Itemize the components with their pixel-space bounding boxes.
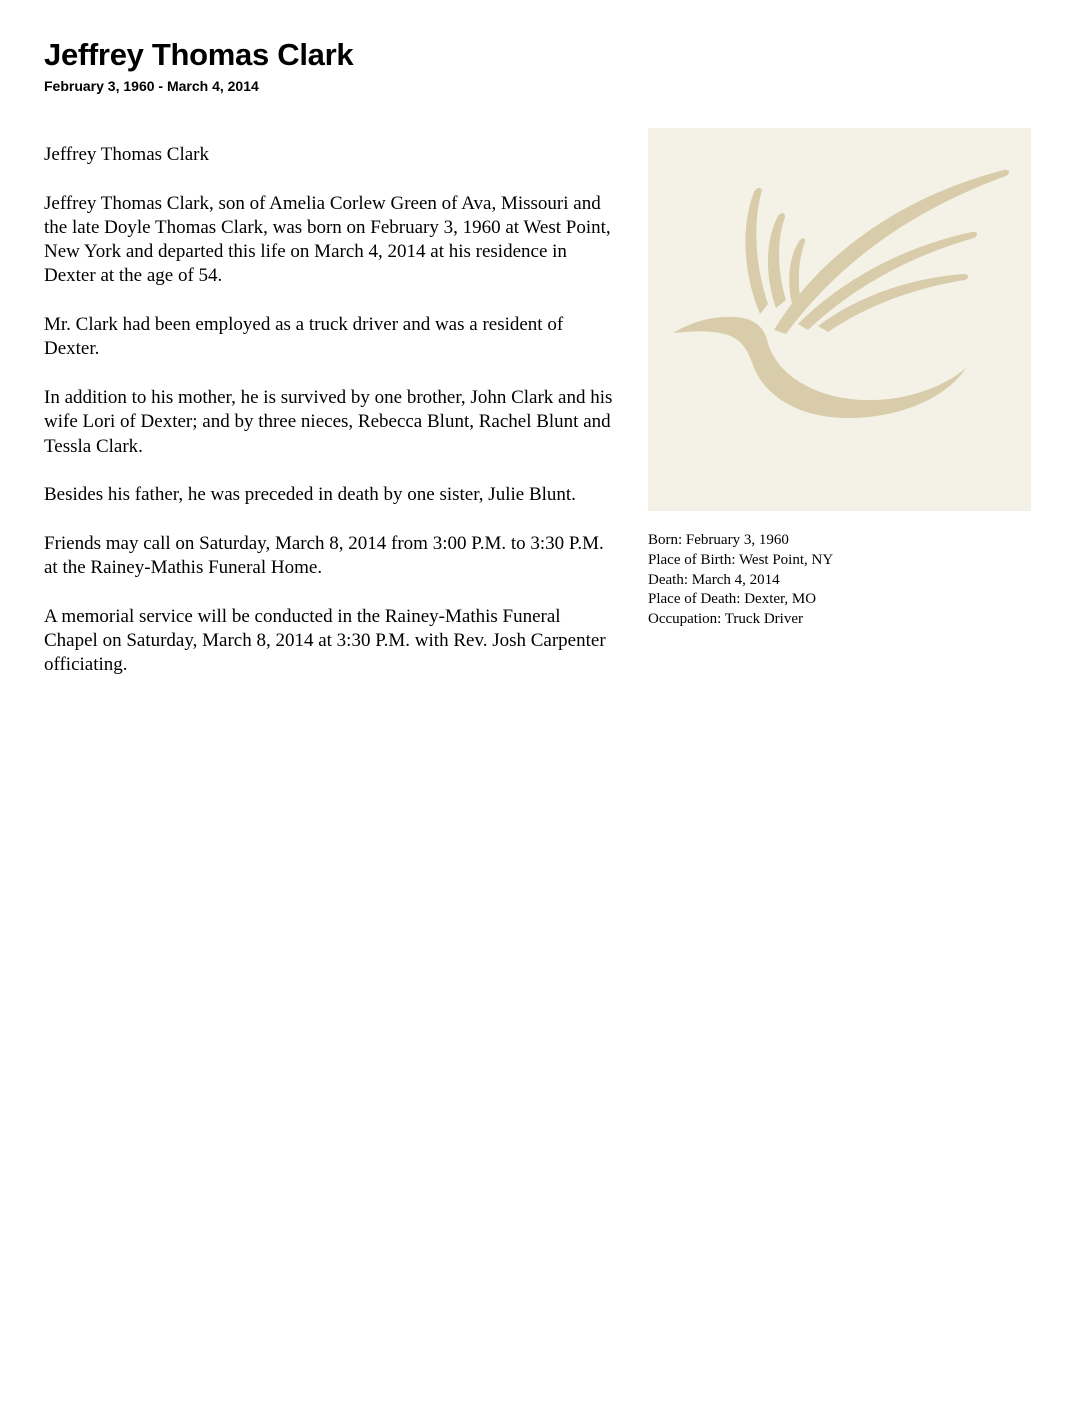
obituary-header	[44, 36, 644, 95]
obituary-facts	[648, 531, 1031, 630]
obituary-paragraph: Jeffrey Thomas Clark	[44, 144, 209, 165]
obituary-paragraph: A memorial service will be conducted in the Rainey-Mathis Funeral Chapel on Saturday, March 8, 2014 at 3:30 P.M. with Rev. Josh Carpenter officiating.	[44, 605, 606, 676]
page-title: Jeffrey Thomas Clark	[44, 37, 354, 72]
obituary-paragraph: Jeffrey Thomas Clark, son of Amelia Corlew Green of Ava, Missouri and the late Doyle Thomas Clark, was born on February 3, 1960 at West Point, New York and departed this life on March 4, 2014 at his residence in Dexter at the age of 54.	[44, 192, 611, 287]
occupation: Occupation: Truck Driver	[648, 611, 803, 628]
obituary-paragraph: Besides his father, he was preceded in death by one sister, Julie Blunt.	[44, 484, 576, 506]
obituary-paragraph: Mr. Clark had been employed as a truck driver and was a resident of Dexter.	[44, 314, 564, 360]
obituary-paragraph: In addition to his mother, he is survived by one brother, John Clark and his wife Lori of Dexter; and by three nieces, Rebecca Blunt, Rachel Blunt and Tessla Clark.	[44, 386, 613, 457]
obituary-paragraph: Friends may call on Saturday, March 8, 2014 from 3:00 P.M. to 3:30 P.M. at the Rainey-Mathis Funeral Home.	[44, 532, 604, 579]
life-dates: February 3, 1960 - March 4, 2014	[44, 78, 259, 94]
place-of-birth: Place of Birth: West Point, NY	[648, 551, 834, 568]
dove-icon	[648, 128, 1031, 511]
born-date: Born: February 3, 1960	[648, 532, 789, 548]
memorial-image	[648, 128, 1031, 511]
place-of-death: Place of Death: Dexter, MO	[648, 591, 817, 608]
obituary-body	[44, 143, 614, 702]
death-date: Death: March 4, 2014	[648, 571, 780, 588]
